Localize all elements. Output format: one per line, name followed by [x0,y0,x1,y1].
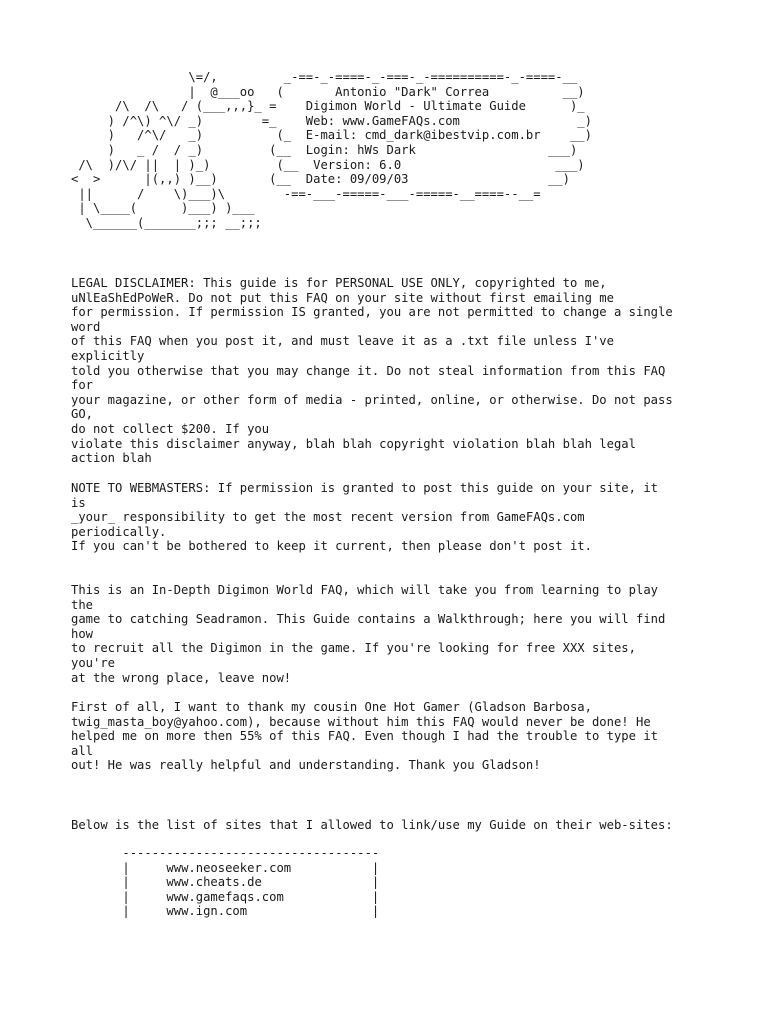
header-art-line: || / \)___)\ -==-___-=====-___-=====-__====--__= [71,186,541,201]
header-date-line: < > |(,,) )__) (__ Date: 09/09/03 __) [71,172,570,187]
text-line: uNlEaShEdPoWeR. Do not put this FAQ on your site without first emailing me [71,290,614,305]
text-line: If you can't be bothered to keep it current, then please don't post it. [71,539,592,554]
sites-list-intro: Below is the list of sites that I allowed to link/use my Guide on their web-sites: [71,818,673,832]
sites-list-item: | www.cheats.de | [71,875,380,890]
text-line: twig_masta_boy@yahoo.com), because without him this FAQ would never be done! He [71,714,651,729]
sites-list-item: | www.ign.com | [71,904,380,919]
text-line: you're [71,655,116,670]
text-line: explicitly [71,348,145,363]
sites-list-box [71,846,379,919]
text-line: do not collect $200. If you [71,421,270,436]
header-art-line: | \____( )___) )___ [71,201,255,216]
header-version-line: /\ )/\/ || | )_) (__ Version: 6.0 ___) [71,157,585,172]
text-line: helped me on more then 55% of this FAQ. Even though I had the trouble to type it [71,729,658,744]
site-url: www.gamefaqs.com [166,889,284,904]
header-web-line: ) /^\) ^\/ _) =_ Web: www.GameFAQs.com _) [71,113,592,128]
site-url: www.cheats.de [166,875,262,890]
text-line: for permission. If permission IS granted, you are not permitted to change a single [71,305,673,320]
header-author-line: | @___oo ( Antonio "Dark" Correa __) [71,84,585,99]
text-line: GO, [71,407,94,422]
site-url: www.neoseeker.com [166,860,292,875]
text-line: your magazine, or other form of media - printed, online, or otherwise. Do not pass [71,392,673,407]
text-line: _your_ responsibility to get the most recent version from GameFAQs.com [71,510,585,525]
text-line: of this FAQ when you post it, and must leave it as a .txt file unless I've [71,334,614,349]
header-email-line: ) /^\/ _) (_ E-mail: cmd_dark@ibestvip.com.br __) [71,128,592,143]
header-art-line: \=/, _-==-_-====-_-===-_-==========-_-====-__ [71,70,578,84]
text-line: LEGAL DISCLAIMER: This guide is for PERSONAL USE ONLY, copyrighted to me, [71,276,607,290]
header-title-line: /\ /\ / (___,,,}_ = Digimon World - Ultimate Guide )_ [71,99,585,114]
text-line: the [71,597,94,612]
sites-list-item: | www.neoseeker.com | [71,860,380,875]
text-line: violate this disclaimer anyway, blah blah copyright violation blah blah legal [71,436,636,451]
ascii-art-header [71,70,592,231]
text-line: told you otherwise that you may change it. Do not steal information from this FAQ [71,363,666,378]
site-url: www.ign.com [166,904,248,919]
header-login-line: ) _ / / _) (__ Login: hWs Dark ___) [71,142,578,157]
text-line: all [71,743,94,758]
text-line: how [71,626,94,641]
text-line: NOTE TO WEBMASTERS: If permission is granted to post this guide on your site, it [71,481,658,495]
text-line: out! He was really helpful and understanding. Thank you Gladson! [71,758,541,773]
legal-disclaimer-paragraph [71,276,673,466]
text-line: for [71,378,94,393]
sites-list-border: ----------------------------------- [71,846,380,860]
text-line: periodically. [71,524,167,539]
note-to-webmasters-paragraph [71,481,658,554]
text-line: is [71,495,86,510]
sites-list-item: | www.gamefaqs.com | [71,889,380,904]
text-line: word [71,319,101,334]
text-line: action blah [71,451,152,466]
text-line: This is an In-Depth Digimon World FAQ, which will take you from learning to play [71,583,658,597]
text-line: game to catching Seadramon. This Guide contains a Walkthrough; here you will find [71,612,666,627]
text-line: First of all, I want to thank my cousin One Hot Gamer (Gladson Barbosa, [71,700,592,714]
header-art-line: \______(_______;;; __;;; [71,215,262,230]
text-line: at the wrong place, leave now! [71,670,292,685]
thanks-paragraph [71,700,658,773]
text-line: to recruit all the Digimon in the game. If you're looking for free XXX sites, [71,641,636,656]
intro-paragraph [71,583,665,685]
